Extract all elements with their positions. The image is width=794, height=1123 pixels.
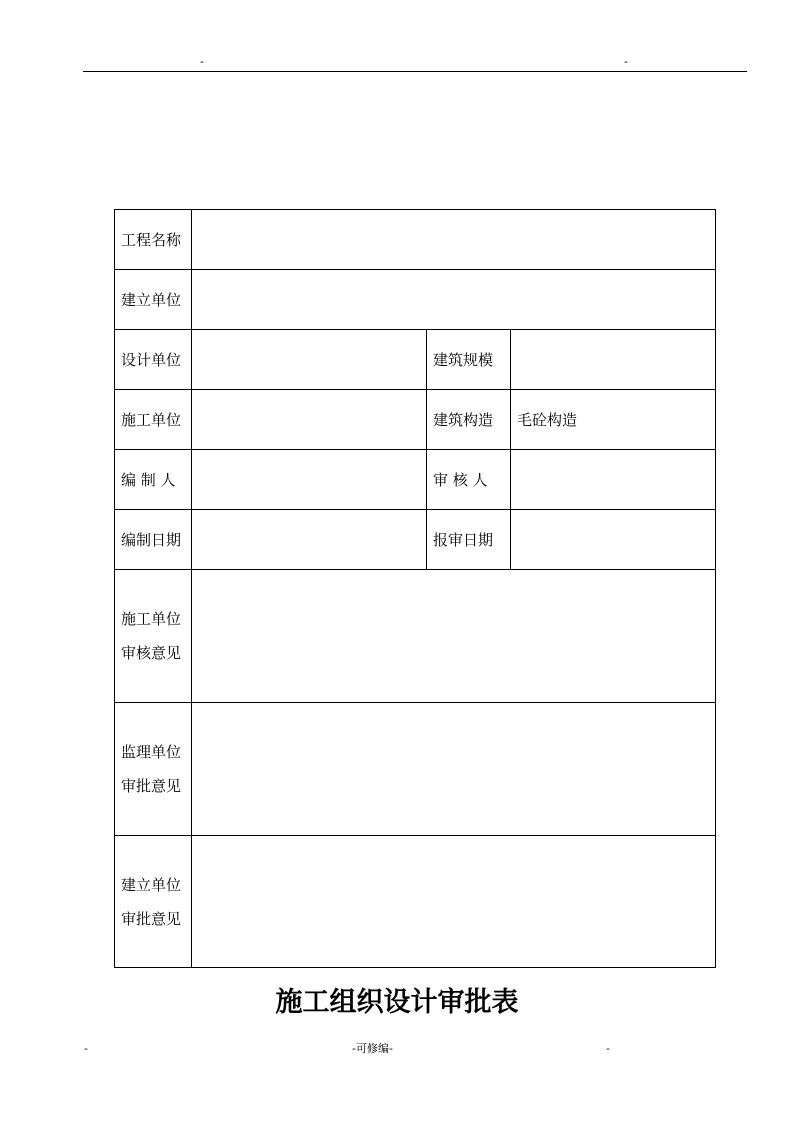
approval-form-table xyxy=(114,209,716,968)
compile-date-label: 编制日期 xyxy=(115,510,192,570)
construction-unit-field[interactable] xyxy=(192,390,427,450)
row-design-unit xyxy=(115,330,716,390)
construction-opinion-label xyxy=(115,570,192,703)
design-unit-field[interactable] xyxy=(192,330,427,390)
footer-right-mark: - xyxy=(606,1042,610,1055)
row-compiler xyxy=(115,450,716,510)
project-name-label: 工程名称 xyxy=(115,210,192,270)
row-project-name xyxy=(115,210,716,270)
row-owner-unit xyxy=(115,270,716,330)
compiler-label: 编 制 人 xyxy=(115,450,192,510)
building-scale-field[interactable] xyxy=(511,330,716,390)
building-structure-label: 建筑构造 xyxy=(427,390,511,450)
design-unit-label: 设计单位 xyxy=(115,330,192,390)
footer-left-mark: - xyxy=(84,1042,88,1055)
row-construction-unit xyxy=(115,390,716,450)
construction-unit-label: 施工单位 xyxy=(115,390,192,450)
reviewer-label: 审 核 人 xyxy=(427,450,511,510)
reviewer-field[interactable] xyxy=(511,450,716,510)
row-construction-opinion xyxy=(115,570,716,703)
supervision-opinion-label xyxy=(115,703,192,836)
row-supervision-opinion xyxy=(115,703,716,836)
supervision-opinion-label-line1: 监理单位 xyxy=(121,743,182,761)
compiler-field[interactable] xyxy=(192,450,427,510)
document-title: 施工组织设计审批表 xyxy=(275,987,519,1018)
header-left-mark: - xyxy=(200,55,204,68)
header-right-mark: - xyxy=(624,55,628,68)
row-dates xyxy=(115,510,716,570)
supervision-opinion-field[interactable] xyxy=(192,703,716,836)
owner-opinion-label-line2: 审批意见 xyxy=(121,909,182,928)
supervision-opinion-label-line2: 审批意见 xyxy=(121,777,182,795)
construction-opinion-label-line2: 审核意见 xyxy=(121,644,182,662)
row-owner-opinion xyxy=(115,836,716,968)
building-scale-label: 建筑规模 xyxy=(427,330,511,390)
submit-date-field[interactable] xyxy=(511,510,716,570)
owner-opinion-field[interactable] xyxy=(192,836,716,968)
header-rule xyxy=(83,71,747,72)
construction-opinion-label-line1: 施工单位 xyxy=(121,610,182,628)
owner-unit-label: 建立单位 xyxy=(115,270,192,330)
project-name-field[interactable] xyxy=(192,210,716,270)
compile-date-field[interactable] xyxy=(192,510,427,570)
construction-opinion-field[interactable] xyxy=(192,570,716,703)
owner-opinion-label-line1: 建立单位 xyxy=(121,875,182,894)
footer-center-text: -可修编- xyxy=(352,1042,393,1055)
submit-date-label: 报审日期 xyxy=(427,510,511,570)
owner-opinion-label xyxy=(115,836,192,968)
building-structure-field[interactable]: 毛砼构造 xyxy=(511,390,716,450)
owner-unit-field[interactable] xyxy=(192,270,716,330)
